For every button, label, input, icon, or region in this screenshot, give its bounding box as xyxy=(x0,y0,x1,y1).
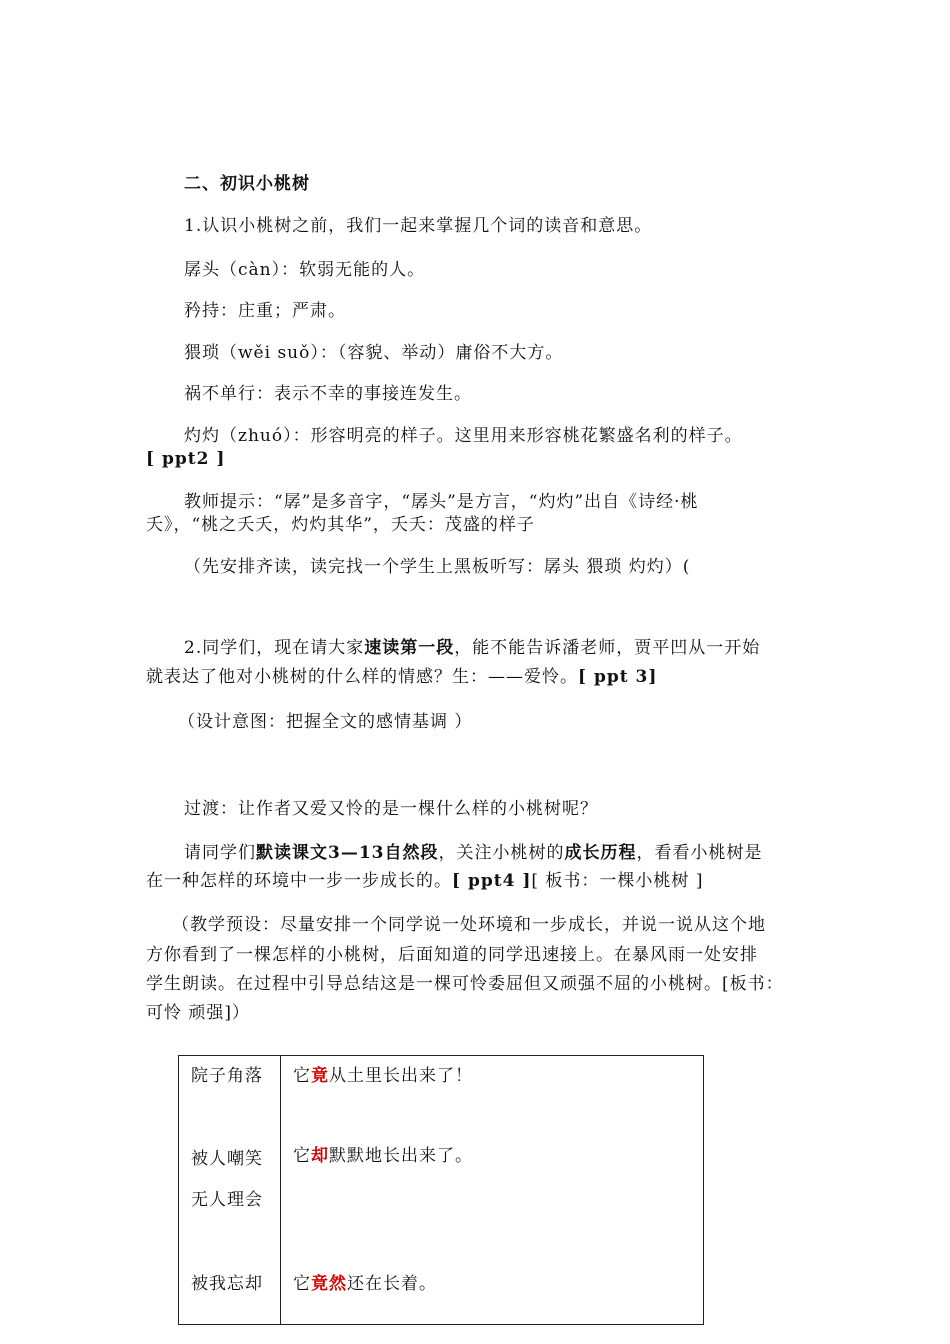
growth-1-post: 从土里长出来了！ xyxy=(329,1066,473,1086)
arrange-note: （先安排齐读，读完找一个学生上黑板听写：孱头 猥琐 灼灼）( xyxy=(184,557,691,577)
ppt4-label: [ ppt4 ] xyxy=(452,871,532,891)
read-instruction-line2 xyxy=(146,869,703,893)
vocab-huobudanxing: 祸不单行：表示不幸的事接连发生。 xyxy=(184,384,472,404)
env-forgotten: 被我忘却 xyxy=(191,1274,263,1294)
growth-3-pre: 它 xyxy=(293,1274,311,1294)
question2-post: ，能不能告诉潘老师，贾平凹从一开始 xyxy=(454,638,761,658)
design-intent: （设计意图：把握全文的感情基调 ） xyxy=(178,712,473,732)
teaching-plan-line2: 方你看到了一棵怎样的小桃树，后面知道的同学迅速接上。在暴风雨一处安排 xyxy=(146,945,758,965)
growth-line-3 xyxy=(293,1272,437,1296)
growth-line-2 xyxy=(293,1144,473,1168)
section-title: 二、初识小桃树 xyxy=(184,174,310,194)
read-instruction-line1 xyxy=(184,841,763,865)
teacher-tip-line1: 教师提示：“孱”是多音字，“孱头”是方言，“灼灼”出自《诗经·桃 xyxy=(184,492,699,512)
vocab-canto: 孱头（càn）：软弱无能的人。 xyxy=(184,260,426,280)
growth-1-keyword: 竟 xyxy=(311,1066,329,1086)
board-note: [ 板书：一棵小桃树 ] xyxy=(531,871,704,891)
question2-line2-text: 就表达了他对小桃树的什么样的情感？生：——爱怜。 xyxy=(146,667,578,687)
question2-bold: 速读第一段 xyxy=(364,638,455,658)
growth-2-keyword: 却 xyxy=(311,1146,329,1166)
read-line2-text: 在一种怎样的环境中一步一步成长的。 xyxy=(146,871,452,891)
growth-2-pre: 它 xyxy=(293,1146,311,1166)
growth-1-pre: 它 xyxy=(293,1066,311,1086)
growth-line-1 xyxy=(293,1064,473,1088)
teaching-plan-line1: （教学预设：尽量安排一个同学说一处环境和一步成长，并说一说从这个地 xyxy=(172,915,766,935)
transition-line: 过渡：让作者又爱又怜的是一棵什么样的小桃树呢？ xyxy=(184,799,598,819)
growth-3-keyword: 竟然 xyxy=(311,1274,347,1294)
read-bold1: 默读课文3—13自然段 xyxy=(256,843,439,863)
question2-pre: 2.同学们，现在请大家 xyxy=(184,638,365,658)
growth-table xyxy=(178,1055,704,1325)
ppt3-label: [ ppt 3] xyxy=(578,667,658,687)
ppt2-label: [ ppt2 ] xyxy=(146,449,226,469)
question2-line2 xyxy=(146,665,657,689)
read-mid: ，关注小桃树的 xyxy=(438,843,565,863)
vocab-zhuozhuo: 灼灼（zhuó）：形容明亮的样子。这里用来形容桃花繁盛名利的样子。 xyxy=(184,426,743,446)
paragraph-intro: 1.认识小桃树之前，我们一起来掌握几个词的读音和意思。 xyxy=(184,216,653,236)
env-laughed-at: 被人嘲笑 xyxy=(191,1149,263,1169)
env-ignored: 无人理会 xyxy=(191,1190,263,1210)
question2-line1 xyxy=(184,636,760,660)
vocab-jinchi: 矜持：庄重；严肃。 xyxy=(184,301,346,321)
environment-column xyxy=(179,1056,281,1325)
read-pre: 请同学们 xyxy=(184,843,256,863)
teacher-tip-line2: 夭》，“桃之夭夭，灼灼其华”，夭夭：茂盛的样子 xyxy=(146,515,535,535)
env-courtyard-corner: 院子角落 xyxy=(191,1066,263,1086)
vocab-weisuo: 猥琐（wěi suǒ）：（容貌、举动）庸俗不大方。 xyxy=(184,343,564,363)
growth-3-post: 还在长着。 xyxy=(347,1274,437,1294)
read-bold2: 成长历程 xyxy=(564,843,637,863)
read-post: ，看看小桃树是 xyxy=(636,843,763,863)
growth-column xyxy=(281,1056,704,1325)
teaching-plan-line3: 学生朗读。在过程中引导总结这是一棵可怜委屈但又顽强不屈的小桃树。[板书： xyxy=(146,974,784,994)
teaching-plan-line4: 可怜 顽强]） xyxy=(146,1003,251,1023)
growth-2-post: 默默地长出来了。 xyxy=(329,1146,473,1166)
